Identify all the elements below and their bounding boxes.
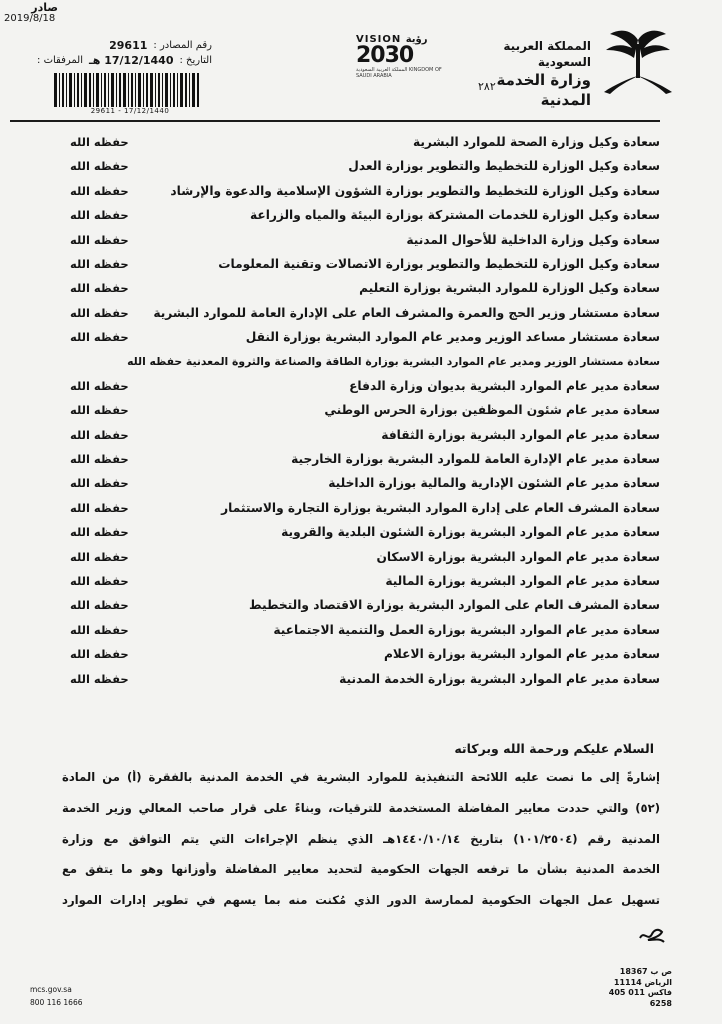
addressee-closing: حفظه الله [70,525,129,540]
addressee-closing: حفظه الله [70,598,129,613]
reference-number: 29611 [109,39,148,52]
addressee-title: سعادة وكيل الوزارة للتخطيط والتطوير بوزارة العدل [348,159,660,174]
addressee-row [70,644,660,668]
addressee-closing: حفظه الله [70,208,129,223]
addressee-title: سعادة وكيل وزارة الصحة للموارد البشرية [412,135,660,149]
addressee-title: سعادة المشرف العام على إدارة الموارد البشرية بوزارة التجارة والاستثمار [221,500,660,515]
addressee-row [70,473,660,497]
addressee-closing: حفظه الله [70,135,129,149]
addressee-closing: حفظه الله [70,500,129,515]
addressee-row [70,156,660,180]
signature-mark [636,922,668,946]
addressee-closing: حفظه الله [70,452,129,467]
addressee-row [70,400,660,424]
date-value: 17/12/1440 هـ [89,54,174,67]
body-line: إشارةً إلى ما نصت عليه اللائحة التنفيذية للموارد البشرية في الخدمة المدنية بالفقرة (أ) من المادة [62,770,660,784]
emblem-icon [596,26,680,96]
addressee-closing: حفظه الله [70,549,129,564]
addressee-title: سعادة وكيل وزارة الداخلية للأحوال المدنية [406,232,660,247]
addressee-row [70,595,660,619]
body-text [62,770,660,924]
addressee-title: سعادة وكيل الوزارة للموارد البشرية بوزارة التعليم [359,281,660,296]
addressee-title: سعادة مدير عام الموارد البشرية بوزارة المالية [385,574,660,589]
addressee-title: سعادة مدير عام الشئون الإدارية والمالية بوزارة الداخلية [328,476,660,491]
date-label: التاريخ : [179,55,212,66]
addressee-row [70,669,660,693]
addressee-closing: حفظه الله [70,427,129,442]
addressee-closing: حفظه الله [70,378,129,393]
addressee-title: سعادة مدير عام الموارد البشرية بوزارة العمل والتنمية الاجتماعية [273,622,660,637]
addressee-title: سعادة المشرف العام على الموارد البشرية بوزارة الاقتصاد والتخطيط [248,598,660,613]
addressee-row [70,498,660,522]
addressee-row [70,547,660,571]
addressee-title: سعادة مستشار وزير الحج والعمرة والمشرف العام على الإدارة العامة للموارد البشرية [153,305,660,320]
footer-fax: فاكس 011 405 6258 [608,988,672,1008]
addressee-row [70,352,660,376]
addressee-closing: حفظه الله [70,622,129,637]
addressee-row [70,522,660,546]
addressee-title: سعادة مدير عام الموارد البشرية بوزارة الاسكان [376,549,660,564]
addressee-row [70,278,660,302]
addressee-row [70,327,660,351]
addressee-title: سعادة مدير عام الموارد البشرية بوزارة الشئون البلدية والقروية [281,525,660,540]
addressee-closing: حفظه الله [70,403,129,418]
reference-label: رقم المصادر : [153,40,212,51]
addressee-row [70,230,660,254]
footer-phone: 800 116 1666 [30,998,83,1007]
footer-website: mcs.gov.sa [30,985,72,994]
addressee-closing: حفظه الله [70,330,129,345]
issued-stamp [4,2,58,24]
addressee-closing: حفظه الله [70,281,129,296]
addressee-closing: حفظه الله [70,305,129,320]
header-divider [10,120,660,122]
vision-word: VISION رؤية [356,34,428,45]
vision-year: 2030 [356,43,414,68]
reference-block [32,38,212,68]
greeting: السلام عليكم ورحمة الله وبركاته [454,741,654,756]
footer-address [596,967,672,1009]
ministry-number: ٢٨٢ [478,80,496,93]
addressee-title: سعادة مدير عام الموارد البشرية بوزارة الثقافة [381,427,660,442]
issued-label: صادر [31,1,58,14]
addressee-closing: حفظه الله [70,647,129,662]
addressee-closing: حفظه الله [70,256,129,271]
addressee-row [70,181,660,205]
addressee-closing: حفظه الله [70,574,129,589]
addressee-list [70,132,660,693]
issued-date: 2019/8/18 [4,13,56,24]
vision-2030-logo [356,34,452,98]
ministry-title [455,38,591,110]
addressee-row [70,132,660,156]
ministry-name: وزارة الخدمة المدنية [496,71,591,109]
addressee-title: سعادة مدير عام الموارد البشرية بديوان وزارة الدفاع [349,378,660,393]
footer-city: الرياض 11114 [613,977,672,987]
country-name: المملكة العربية السعودية [503,39,591,69]
addressee-title: سعادة مدير عام الإدارة العامة للموارد البشرية بوزارة الخارجية [291,452,660,467]
addressee-closing: حفظه الله [70,476,129,491]
barcode-text: 29611 - 17/12/1440 [90,107,170,115]
addressee-row [70,620,660,644]
addressee-title: سعادة مدير عام الموارد البشرية بوزارة الخدمة المدنية [339,671,660,686]
addressee-title: سعادة وكيل الوزارة للخدمات المشتركة بوزارة البيئة والمياه والزراعة [249,208,660,223]
addressee-row [70,205,660,229]
addressee-title: سعادة مدير عام شئون الموظفين بوزارة الحرس الوطني [324,403,660,418]
addressee-row [70,376,660,400]
addressee-title: سعادة مستشار مساعد الوزير ومدير عام الموارد البشرية بوزارة النقل [245,330,660,345]
addressee-row [70,254,660,278]
body-line: تسهيل عمل الجهات الحكومية لممارسة الدور الذي مُكنت منه بما يسهم في تطوير إدارات الموارد [62,893,660,908]
addressee-closing: حفظه الله [70,183,129,198]
addressee-row [70,303,660,327]
addressee-closing: حفظه الله [70,159,129,174]
addressee-title: سعادة وكيل الوزارة للتخطيط والتطوير بوزارة الاتصالات وتقنية المعلومات [218,256,660,271]
footer-contact [30,983,83,1009]
addressee-closing: حفظه الله [70,232,129,247]
addressee-closing: حفظه الله [70,671,129,686]
addressee-title: سعادة مستشار الوزير ومدير عام الموارد البشرية بوزارة الطاقة والصناعة والثروة المعدنية حفظه الله [127,354,660,368]
body-line: الخدمة المدنية بشأن ما ترفعه الجهات الحكومية لتحديد معايير المفاضلة وأوزانها وهو ما يتفق مع [62,862,660,877]
body-line: المدنية رقم (١٠١/٢٥٠٤) بتاريخ ١٤٤٠/١٠/١٤هـ الذي ينظم الإجراءات التي يتم التوافق مع وزارة [62,831,660,846]
body-line: (٥٢) والتي حددت معايير المفاضلة المستخدمة للترقيات، وبناءً على قرار صاحب المعالي وزير الخدمة [62,800,660,815]
addressee-row [70,571,660,595]
footer-po-box: ص ب 18367 [619,967,672,976]
addressee-row [70,425,660,449]
addressee-title: سعادة مدير عام الموارد البشرية بوزارة الاعلام [383,647,660,662]
addressee-title: سعادة وكيل الوزارة للتخطيط والتطوير بوزارة الشؤون الإسلامية والدعوة والإرشاد [170,183,660,198]
addressee-row [70,449,660,473]
attachments-label: المرفقات : [37,55,83,66]
barcode-image [52,73,200,107]
vision-subtitle: المملكة العربية السعودية KINGDOM OF SAUDI ARABIA [356,67,442,79]
